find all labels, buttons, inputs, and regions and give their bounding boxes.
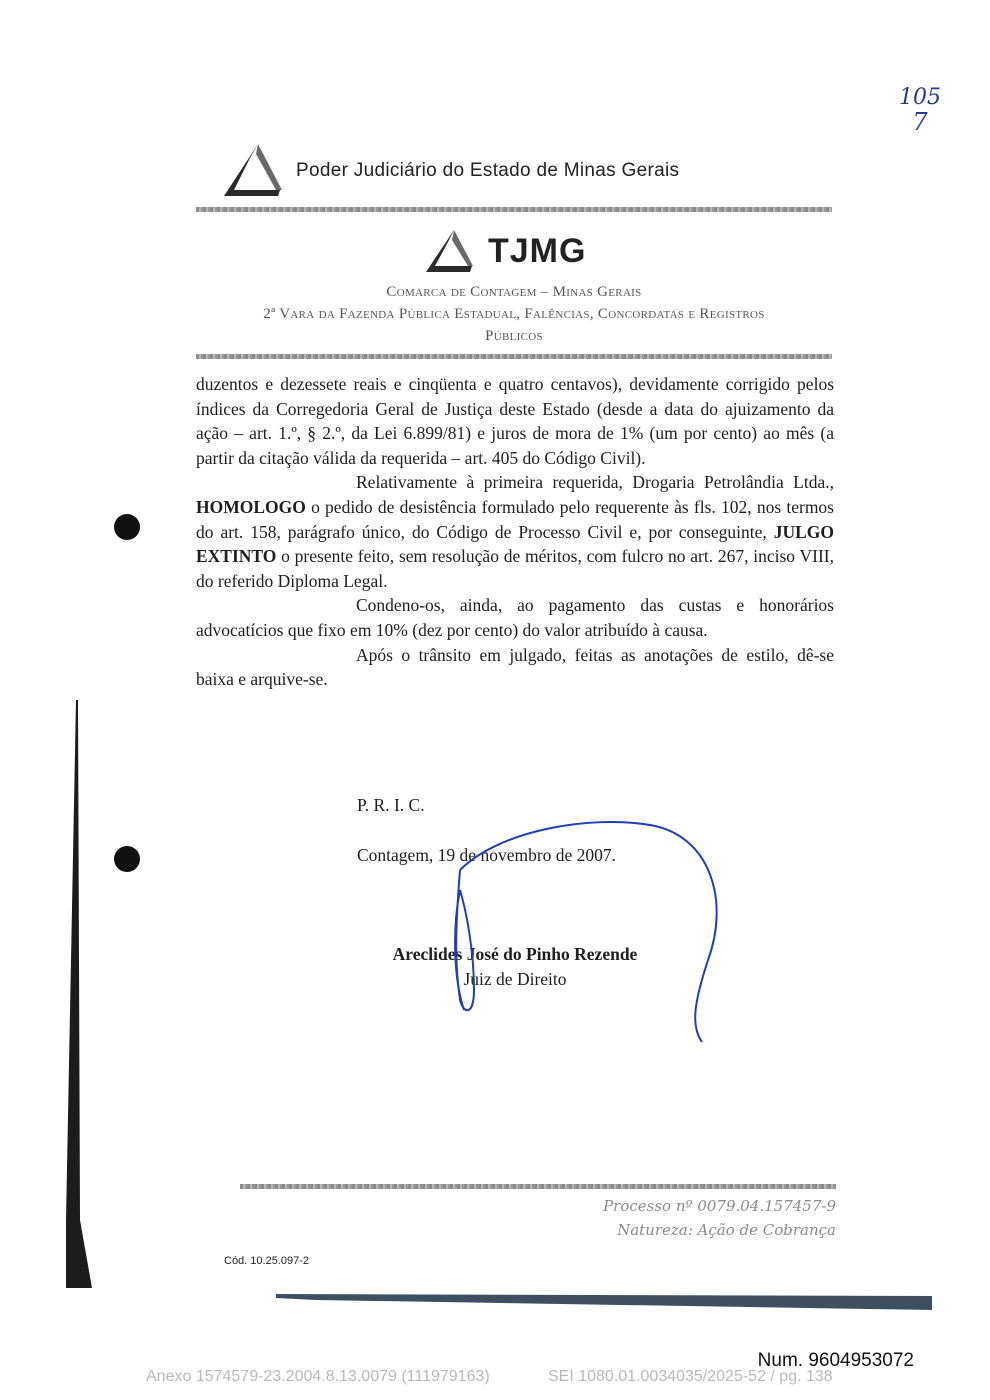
institution-logo-icon	[220, 140, 284, 200]
binder-hole-bottom	[114, 846, 140, 872]
scan-bottom-bar	[276, 1292, 932, 1310]
court-county: Comarca de Contagem – Minas Gerais	[386, 284, 642, 300]
pric: P. R. I. C.	[357, 795, 425, 815]
document-number: Num. 9604953072	[757, 1350, 914, 1371]
binder-hole-top	[114, 514, 140, 540]
sei-reference: SEI 1080.01.0034035/2025-52 / pg. 138	[548, 1368, 833, 1385]
process-number: Processo nº 0079.04.157457-9	[603, 1197, 836, 1215]
handwritten-page-number	[898, 86, 942, 134]
judge-title: Juiz de Direito	[463, 969, 567, 989]
tjmg-logo-icon	[424, 228, 474, 274]
paragraph-2-part-b: o pedido de desistência formulado pelo requerente às fls. 102, nos termos do art. 158, parágrafo único, do Código de Processo Civil e, por conseguinte,	[196, 496, 834, 542]
paragraph-2-part-c: o presente feito, sem resolução de méritos, com fulcro no art. 267, inciso VIII, do referido Diploma Legal.	[196, 546, 834, 591]
scan-edge-shadow	[66, 700, 92, 1290]
institution-name: Poder Judiciário do Estado de Minas Gerais	[296, 160, 680, 181]
header-rule-bottom	[196, 354, 832, 359]
form-code: Cód. 10.25.097-2	[224, 1255, 310, 1267]
judge-name: Areclides José do Pinho Rezende	[392, 944, 638, 964]
paragraph-4: Após o trânsito em julgado, feitas as anotações de estilo, dê-se baixa e arquive-se.	[196, 644, 834, 690]
brand-name: TJMG	[488, 232, 587, 270]
annex-reference: Anexo 1574579-23.2004.8.13.0079 (111979163)	[146, 1368, 490, 1385]
julgo-extinto-keyword: JULGO EXTINTO	[196, 521, 834, 567]
handwritten-page-number-bottom: 7	[912, 108, 928, 136]
handwritten-page-number-top: 105	[899, 85, 941, 110]
handwritten-signature	[440, 810, 740, 1050]
paragraph-2	[196, 470, 834, 593]
header-rule-top	[196, 207, 832, 212]
court-division-cont: Públicos	[485, 328, 543, 344]
paragraph-1: duzentos e dezessete reais e cinqüenta e quatro centavos), devidamente corrigido pelos índices da Corregedoria Geral de Justiça deste Estado (desde a data do ajuizamento da ação – art. 1.º, § 2.º, da Lei 6.899/81) e juros de mora de 1% (um por cento) ao mês (a partir da citação válida da requerida – art. 405 do Código Civil).	[196, 374, 834, 468]
paragraph-3: Condeno-os, ainda, ao pagamento das custas e honorários advocatícios que fixo em 10% (dez por cento) do valor atribuído à causa.	[196, 595, 834, 640]
court-division: 2ª Vara da Fazenda Pública Estadual, Falências, Concordatas e Registros	[263, 306, 765, 322]
paragraph-2-part-a: Relativamente à primeira requerida, Drogaria Petrolândia Ltda.,	[356, 472, 834, 493]
process-nature: Natureza: Ação de Cobrança	[617, 1221, 836, 1239]
decision-body	[196, 372, 834, 692]
footer-rule	[240, 1184, 836, 1189]
homologo-keyword: HOMOLOGO	[196, 496, 306, 517]
place-date: Contagem, 19 de novembro de 2007.	[357, 845, 617, 865]
